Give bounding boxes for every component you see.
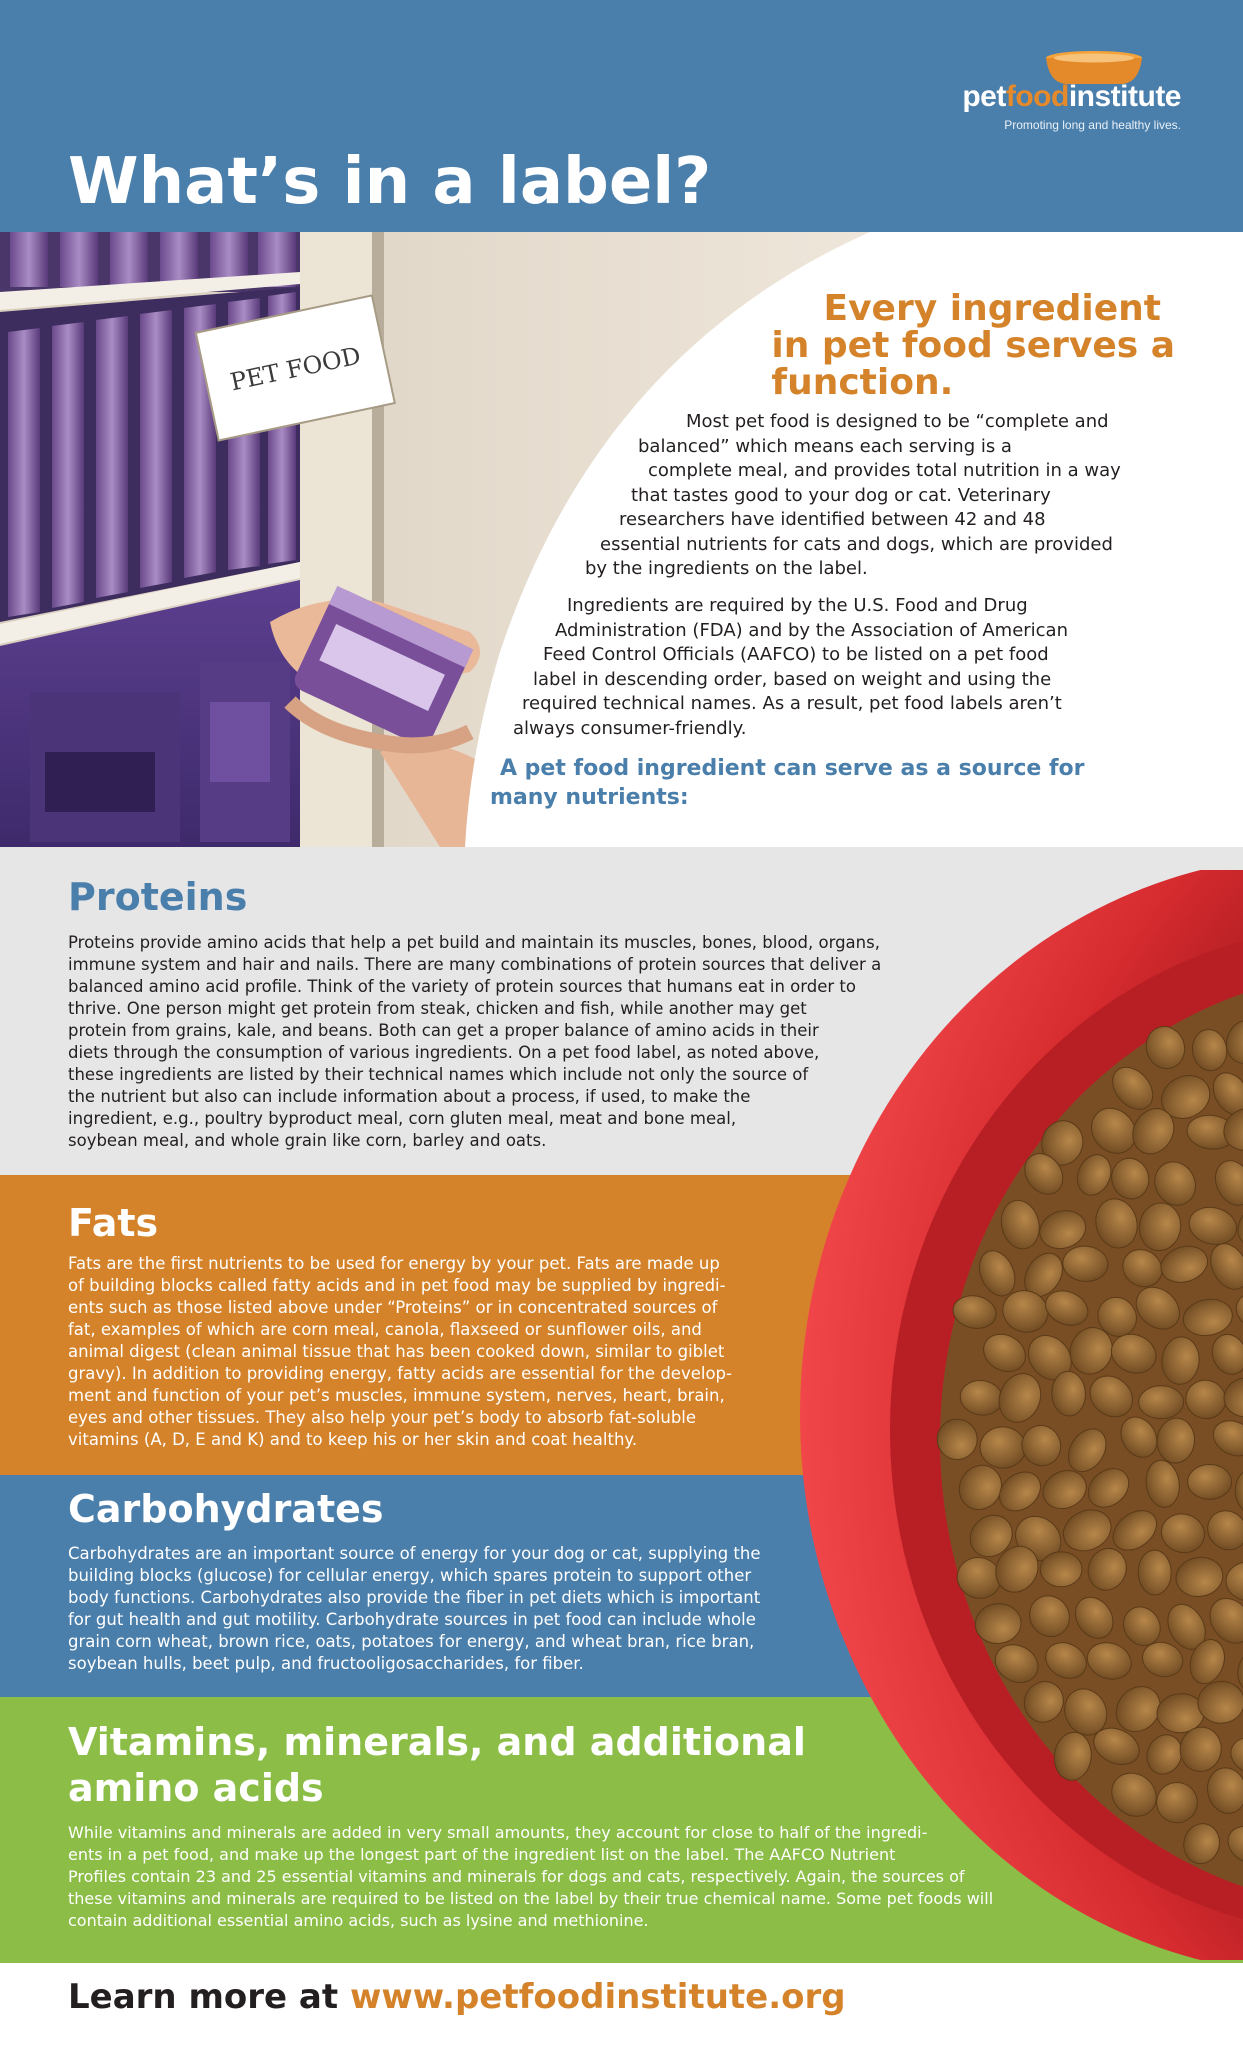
fats-line: ment and function of your pet’s muscles, immune system, nerves, heart, brain, [68,1386,725,1405]
vitamins-line: ents in a pet food, and make up the longest part of the ingredient list on the label. The AAFCO Nutrient [68,1845,896,1864]
proteins-line: thrive. One person might get protein from steak, chicken and fish, while another may get [68,999,807,1018]
intro-sub-line-1: A pet food ingredient can serve as a source for [500,756,1085,781]
vitamins-line: While vitamins and minerals are added in very small amounts, they account for close to half of the ingredi- [68,1823,928,1842]
store-shelf-photo [0,232,1243,847]
carbohydrates-line: soybean hulls, beet pulp, and fructooligosaccharides, for fiber. [68,1654,584,1673]
intro-sub-line-2: many nutrients: [490,785,689,810]
intro-p1-line: complete meal, and provides total nutrition in a way [648,460,1121,481]
fats-line: ents such as those listed above under “Proteins” or in concentrated sources of [68,1298,718,1317]
logo-tagline: Promoting long and healthy lives. [1004,118,1181,132]
kibble-piece [1188,1465,1232,1500]
logo-wordmark [962,80,1181,114]
kibble-piece [1139,1386,1184,1419]
intro-p2-line: always consumer-friendly. [513,717,747,739]
carbohydrates-line: for gut health and gut motility. Carbohydrate sources in pet food can include whole [68,1610,756,1629]
pet-food-institute-logo[interactable] [941,50,1181,130]
proteins-line: Proteins provide amino acids that help a pet build and maintain its muscles, bones, blood, organs, [68,933,880,952]
vitamins-title-line-1: Vitamins, minerals, and additional [68,1720,806,1764]
fats-title: Fats [68,1201,159,1245]
footer-learn-more [68,1977,846,2017]
page-title: What’s in a label? [68,145,712,219]
proteins-line: protein from grains, kale, and beans. Both can get a proper balance of amino acids in their [68,1021,819,1040]
footer-prefix: Learn more at [68,1977,350,2017]
carbohydrates-line: building blocks (glucose) for cellular energy, which spares protein to support other [68,1566,752,1585]
intro-p2-line: Feed Control Officials (AAFCO) to be listed on a pet food [543,644,1049,665]
intro-heading-line-3: function. [771,362,954,403]
intro-p2-line: label in descending order, based on weight and using the [533,668,1052,690]
intro-p2-line: required technical names. As a result, pet food labels aren’t [522,693,1062,714]
proteins-line: ingredient, e.g., poultry byproduct meal, corn gluten meal, meat and bone meal, [68,1109,737,1128]
intro-p1-line: essential nutrients for cats and dogs, which are provided [600,533,1113,555]
intro-subheading [490,752,1084,814]
fats-text [68,1253,732,1451]
vitamins-line: these vitamins and minerals are required to be listed on the label by their true chemical name. Some pet foods will [68,1889,994,1908]
kibble-piece [1040,1552,1082,1587]
proteins-line: balanced amino acid profile. Think of the variety of protein sources that humans eat in order to [68,977,856,996]
fats-line: vitamins (A, D, E and K) and to keep his or her skin and coat healthy. [68,1430,638,1449]
proteins-line: immune system and hair and nails. There are many combinations of protein sources that deliver a [68,955,882,974]
intro-heading [771,290,1175,401]
kibble-piece [1138,1550,1172,1595]
footer-website-link[interactable]: www.petfoodinstitute.org [349,1977,846,2017]
intro-paragraph-1 [585,410,1121,582]
vitamins-line: Profiles contain 23 and 25 essential vitamins and minerals for dogs and cats, respectively. Again, the sources of [68,1867,965,1886]
proteins-title: Proteins [68,875,248,919]
fats-line: fat, examples of which are corn meal, canola, flaxseed or sunflower oils, and [68,1320,702,1339]
header-banner [0,0,1243,232]
logo-word-institute: institute [1068,80,1181,113]
intro-p2-line: Ingredients are required by the U.S. Food and Drug [567,595,1028,616]
carbohydrates-line: grain corn wheat, brown rice, oats, potatoes for energy, and wheat bran, rice bran, [68,1632,755,1651]
kibble-bowl-illustration [800,870,1243,1960]
intro-paragraph-2 [513,594,1068,741]
fats-line: animal digest (clean animal tissue that has been cooked down, similar to giblet [68,1342,725,1361]
carbohydrates-line: body functions. Carbohydrates also provide the fiber in pet diets which is important [68,1588,761,1607]
kibble-piece [937,1419,978,1460]
carbohydrates-line: Carbohydrates are an important source of energy for your dog or cat, supplying the [68,1544,761,1563]
vitamins-title-line-2: amino acids [68,1766,324,1810]
fats-line: Fats are the first nutrients to be used for energy by your pet. Fats are made up [68,1254,720,1273]
intro-p1-line: by the ingredients on the label. [585,558,868,579]
proteins-line: these ingredients are listed by their technical names which include not only the source of [68,1065,809,1084]
intro-heading-line-2: in pet food serves a [771,325,1175,366]
intro-p1-line: that tastes good to your dog or cat. Veterinary [631,484,1051,506]
logo-word-pet: pet [962,80,1006,113]
carbohydrates-title: Carbohydrates [68,1487,384,1531]
logo-word-food: food [1005,80,1069,113]
proteins-line: soybean meal, and whole grain like corn, barley and oats. [68,1131,547,1150]
sign-text: PET FOOD [227,341,364,397]
proteins-line: the nutrient but also can include information about a process, if used, to make the [68,1087,751,1106]
footer [0,1963,1243,2048]
intro-p1-line: researchers have identified between 42 and 48 [619,509,1046,530]
fats-line: eyes and other tissues. They also help your pet’s body to absorb fat-soluble [68,1408,697,1427]
carbohydrates-text [68,1543,760,1675]
intro-heading-line-1: Every ingredient [823,288,1161,329]
vitamins-line: contain additional essential amino acids, such as lysine and methionine. [68,1911,649,1930]
fats-line: gravy). In addition to providing energy, fatty acids are essential for the develop- [68,1364,732,1383]
intro-p2-line: Administration (FDA) and by the Association of American [555,619,1068,641]
fats-line: of building blocks called fatty acids and in pet food may be supplied by ingredi- [68,1276,726,1295]
vitamins-title [68,1719,806,1811]
proteins-line: diets through the consumption of various ingredients. On a pet food label, as noted above, [68,1043,820,1062]
intro-p1-line: balanced” which means each serving is a [638,435,1012,457]
kibble-bowl-image [800,870,1243,1960]
intro-p1-line: Most pet food is designed to be “complete and [686,411,1109,432]
proteins-text [68,932,881,1152]
